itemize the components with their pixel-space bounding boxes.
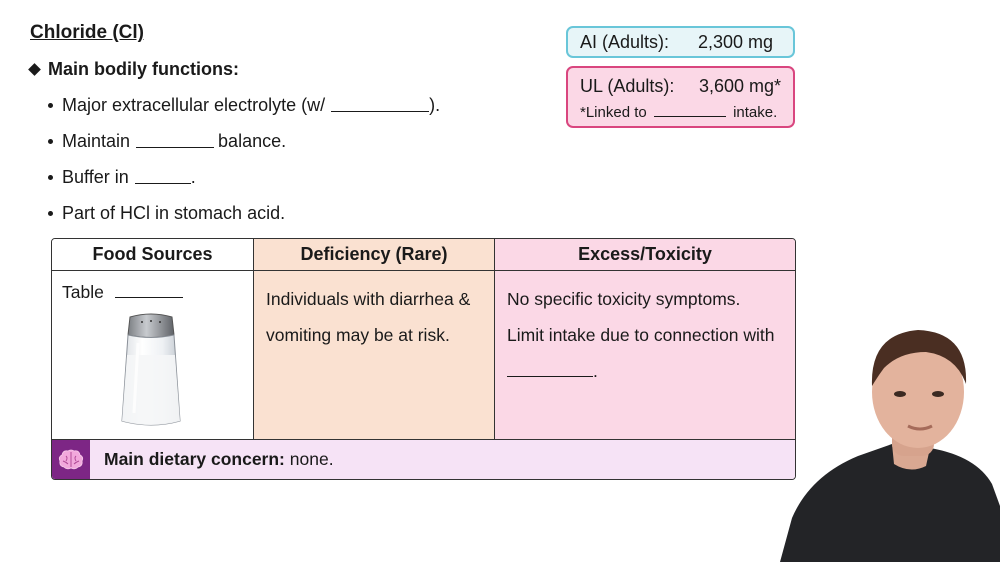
nutrient-table — [51, 238, 796, 480]
ai-value: 2,300 mg — [697, 31, 773, 52]
ul-note — [580, 103, 781, 121]
fill-in-blank — [115, 281, 183, 298]
toxicity-cell — [495, 271, 795, 399]
food-text: Table — [62, 282, 104, 302]
concern-label: Main dietary concern: — [104, 449, 285, 469]
toxicity-line: No specific toxicity symptoms. — [507, 289, 741, 309]
item-text: Part of HCl in stomach acid. — [62, 203, 286, 223]
fill-in-blank — [135, 167, 191, 184]
salt-shaker-icon — [120, 313, 182, 429]
bullet-icon — [48, 139, 53, 144]
ul-label: UL (Adults): — [580, 75, 675, 96]
fill-in-blank — [507, 360, 593, 377]
diamond-bullet-icon — [28, 63, 41, 76]
deficiency-header: Deficiency (Rare) — [254, 239, 494, 271]
deficiency-line: Individuals with diarrhea & — [266, 289, 471, 309]
deficiency-cell — [254, 271, 494, 363]
ul-adults-box — [566, 66, 795, 128]
list-item — [48, 203, 440, 239]
item-text-end: balance. — [218, 131, 287, 151]
main-functions-heading — [30, 59, 239, 80]
list-item — [48, 95, 440, 131]
ul-value: 3,600 mg* — [698, 75, 781, 96]
toxicity-line-end: . — [593, 361, 598, 381]
presenter-video-image — [780, 306, 1000, 562]
item-text: Buffer in — [62, 167, 129, 187]
item-text: Major extracellular electrolyte (w/ — [62, 95, 326, 115]
list-item — [48, 167, 440, 203]
food-sources-column — [52, 239, 253, 439]
bullet-icon — [48, 175, 53, 180]
main-functions-label: Main bodily functions: — [48, 59, 239, 79]
item-text-end: ). — [429, 95, 441, 115]
item-text-end: . — [190, 167, 196, 187]
brain-icon-box — [52, 440, 90, 480]
functions-list — [48, 95, 440, 239]
bullet-icon — [48, 211, 53, 216]
toxicity-header: Excess/Toxicity — [495, 239, 795, 271]
page-title: Chloride (Cl) — [30, 22, 144, 43]
fill-in-blank — [654, 103, 726, 117]
deficiency-line: vomiting may be at risk. — [266, 325, 450, 345]
food-sources-cell — [52, 271, 253, 313]
dietary-concern-text — [104, 449, 334, 470]
toxicity-line: Limit intake due to connection with — [507, 325, 775, 345]
food-sources-header: Food Sources — [52, 239, 253, 271]
fill-in-blank — [136, 131, 214, 148]
toxicity-line — [507, 353, 783, 389]
item-text: Maintain — [62, 131, 131, 151]
brain-icon — [58, 449, 84, 471]
bullet-icon — [48, 103, 53, 108]
concern-value: none. — [289, 449, 334, 469]
list-item — [48, 131, 440, 167]
fill-in-blank — [331, 95, 429, 112]
dietary-concern-bar — [52, 439, 795, 479]
ai-adults-box — [566, 26, 795, 58]
ai-label: AI (Adults): — [580, 31, 670, 52]
toxicity-column — [494, 239, 795, 439]
deficiency-column — [253, 239, 494, 439]
ul-note-start: *Linked to — [580, 104, 647, 121]
ul-note-end: intake. — [733, 104, 778, 121]
